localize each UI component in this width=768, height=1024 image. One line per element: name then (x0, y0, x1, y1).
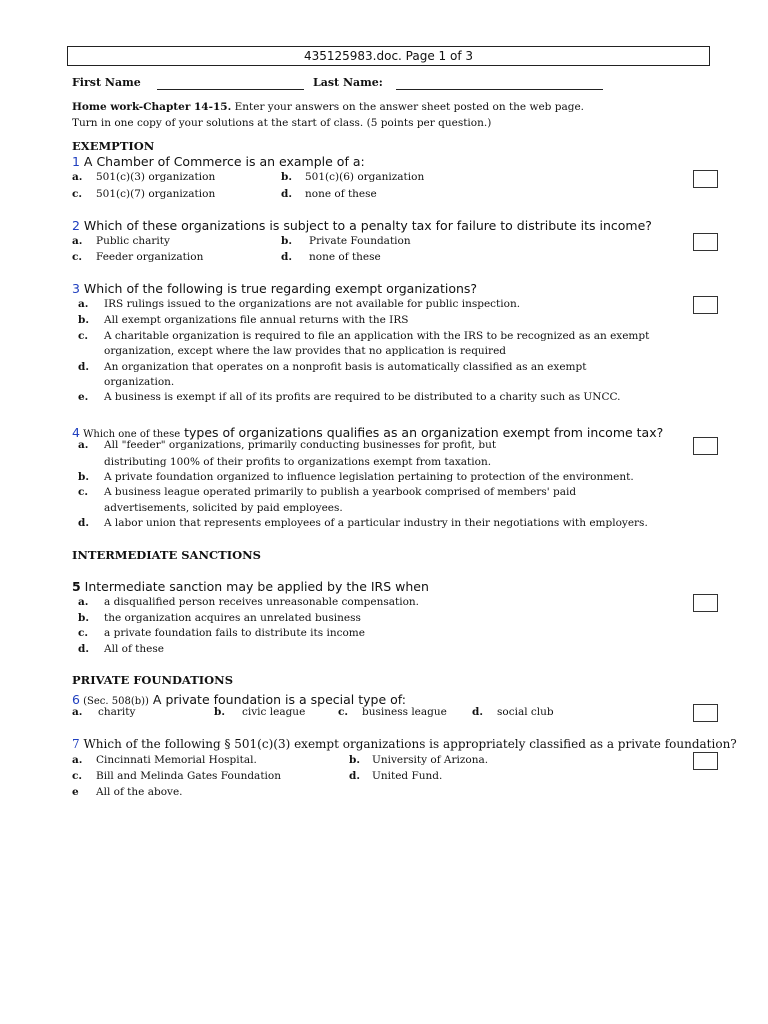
q4-option-a-cont: distributing 100% of their profits to organizations exempt from taxation. (104, 456, 492, 468)
q4-option-c-cont: advertisements, solicited by paid employees. (104, 502, 343, 514)
question-6: 6 (Sec. 508(b)) A private foundation is a special type of: (72, 692, 406, 707)
q3-option-d-cont: organization. (104, 376, 175, 388)
q3-option-c-cont: organization, except where the law provides that no application is required (104, 345, 506, 357)
q5-answer-box[interactable] (693, 594, 718, 612)
last-name-label: Last Name: (313, 76, 383, 89)
q2-option-c: c. Feeder organization (72, 251, 204, 263)
q1-option-c: c. 501(c)(7) organization (72, 188, 216, 200)
question-2: 2 Which of these organizations is subject to a penalty tax for failure to distribute its income? (72, 218, 652, 233)
q6-option-c: c. business league (338, 706, 447, 718)
q2-option-b: b. Private Foundation (281, 235, 411, 247)
q6-option-a: a. charity (72, 706, 136, 718)
q3-option-b: b. All exempt organizations file annual returns with the IRS (78, 314, 409, 326)
section-exemption: EXEMPTION (72, 139, 155, 153)
q6-option-b: b. civic league (214, 706, 306, 718)
q3-option-a: a. IRS rulings issued to the organizations are not available for public inspection. (78, 298, 521, 310)
question-5: 5 Intermediate sanction may be applied by the IRS when (72, 579, 429, 594)
q7-option-b: b. University of Arizona. (349, 754, 489, 766)
q7-option-d: d. United Fund. (349, 770, 443, 782)
q2-answer-box[interactable] (693, 233, 718, 251)
q1-option-a: a. 501(c)(3) organization (72, 171, 216, 183)
q4-option-c: c. A business league operated primarily to publish a yearbook comprised of members' paid (78, 486, 577, 498)
question-7: 7 Which of the following § 501(c)(3) exempt organizations is appropriately classified as a private foundation? (72, 737, 737, 751)
q7-option-c: c. Bill and Melinda Gates Foundation (72, 770, 281, 782)
homework-title: Home work-Chapter 14-15. (72, 101, 232, 113)
q3-option-c: c. A charitable organization is required to file an application with the IRS to be recognized as an exempt (78, 330, 650, 342)
q5-option-d: d. All of these (78, 643, 164, 655)
intro-line-1: Home work-Chapter 14-15. Enter your answers on the answer sheet posted on the web page. (72, 101, 584, 113)
q1-option-b: b. 501(c)(6) organization (281, 171, 425, 183)
q5-option-c: c. a private foundation fails to distribute its income (78, 627, 365, 639)
q7-answer-box[interactable] (693, 752, 718, 770)
q6-answer-box[interactable] (693, 704, 718, 722)
last-name-field[interactable] (396, 89, 603, 90)
q5-option-a: a. a disqualified person receives unreasonable compensation. (78, 596, 420, 608)
question-3: 3 Which of the following is true regarding exempt organizations? (72, 281, 478, 296)
q4-answer-box[interactable] (693, 437, 718, 455)
first-name-label: First Name (72, 76, 141, 89)
q2-option-d: d. none of these (281, 251, 381, 263)
q1-option-d: d. none of these (281, 188, 377, 200)
section-private-foundations: PRIVATE FOUNDATIONS (72, 673, 233, 687)
q6-option-d: d. social club (472, 706, 554, 718)
q4-option-a: a. All "feeder" organizations, primarily conducting businesses for profit, but (78, 439, 497, 451)
q5-option-b: b. the organization acquires an unrelated business (78, 612, 361, 624)
intro-line-2: Turn in one copy of your solutions at the start of class. (5 points per question.) (72, 117, 492, 129)
q7-option-a: a. Cincinnati Memorial Hospital. (72, 754, 257, 766)
q7-option-e: e All of the above. (72, 786, 183, 798)
q3-option-e: e. A business is exempt if all of its profits are required to be distributed to a charity such as UNCC. (78, 391, 621, 403)
q4-option-b: b. A private foundation organized to influence legislation pertaining to protection of the environment. (78, 471, 634, 483)
question-1: 1 A Chamber of Commerce is an example of a: (72, 154, 365, 169)
first-name-field[interactable] (157, 89, 304, 90)
question-4: 4 Which one of these types of organizations qualifies as an organization exempt from income tax? (72, 425, 664, 440)
q3-answer-box[interactable] (693, 296, 718, 314)
q4-option-d: d. A labor union that represents employees of a particular industry in their negotiations with employers. (78, 517, 648, 529)
page-header: 435125983.doc. Page 1 of 3 (67, 46, 710, 66)
q1-answer-box[interactable] (693, 170, 718, 188)
section-intermediate-sanctions: INTERMEDIATE SANCTIONS (72, 548, 261, 562)
q3-option-d: d. An organization that operates on a nonprofit basis is automatically classified as an exempt (78, 361, 587, 373)
q2-option-a: a. Public charity (72, 235, 170, 247)
